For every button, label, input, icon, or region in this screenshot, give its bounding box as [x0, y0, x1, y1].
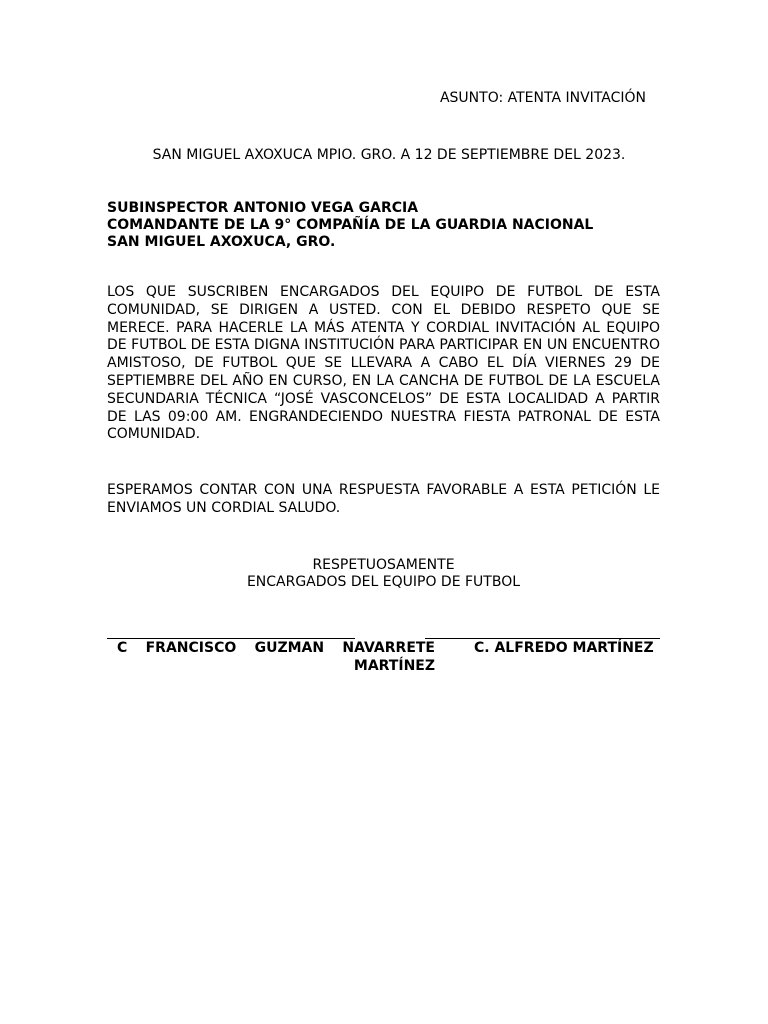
signature-line-1: [107, 638, 355, 639]
closing-senders: ENCARGADOS DEL EQUIPO DE FUTBOL: [246, 574, 521, 590]
invitation-paragraph: LOS QUE SUSCRIBEN ENCARGADOS DEL EQUIPO DE FUTBOL DE ESTA COMUNIDAD, SE DIRIGEN A USTED. CON EL DEBIDO RESPETO QUE SE MERECE. PARA HACERLE LA MÁS ATENTA Y CORDIAL INVITACIÓN AL EQUIPO DE FUTBOL DE ESTA DIGNA INSTITUCIÓN PARA PARTICIPAR EN UN ENCUENTRO AMISTOSO, DE FUTBOL QUE SE LLEVARA A CABO EL DÍA VIERNES 29 DE SEPTIEMBRE DEL AÑO EN CURSO, EN LA CANCHA DE FUTBOL DE LA ESCUELA SECUNDARIA TÉCNICA “JOSÉ VASCONCELOS” DE ESTA LOCALIDAD A PARTIR DE LAS 09:00 AM. ENGRANDECIENDO NUESTRA FIESTA PATRONAL DE ESTA COMUNIDAD.: [107, 284, 660, 443]
signature-line-2: [425, 638, 660, 639]
closing-salutation: RESPETUOSAMENTE: [312, 557, 455, 573]
recipient-title: COMANDANTE DE LA 9° COMPAÑÍA DE LA GUARDIA NACIONAL: [107, 217, 594, 233]
signer-name-1: C FRANCISCO GUZMAN NAVARRETE MARTÍNEZ: [117, 640, 435, 674]
place-and-date: SAN MIGUEL AXOXUCA MPIO. GRO. A 12 DE SEPTIEMBRE DEL 2023.: [152, 147, 626, 163]
subject-line: ASUNTO: ATENTA INVITACIÓN: [439, 90, 646, 106]
recipient-name: SUBINSPECTOR ANTONIO VEGA GARCIA: [107, 200, 419, 216]
closing-paragraph: ESPERAMOS CONTAR CON UNA RESPUESTA FAVORABLE A ESTA PETICIÓN LE ENVIAMOS UN CORDIAL SALUDO.: [107, 482, 660, 516]
signer-name-2: C. ALFREDO MARTÍNEZ: [474, 640, 654, 656]
recipient-block: [107, 200, 593, 251]
recipient-location: SAN MIGUEL AXOXUCA, GRO.: [107, 234, 336, 250]
closing-block: [107, 557, 660, 591]
